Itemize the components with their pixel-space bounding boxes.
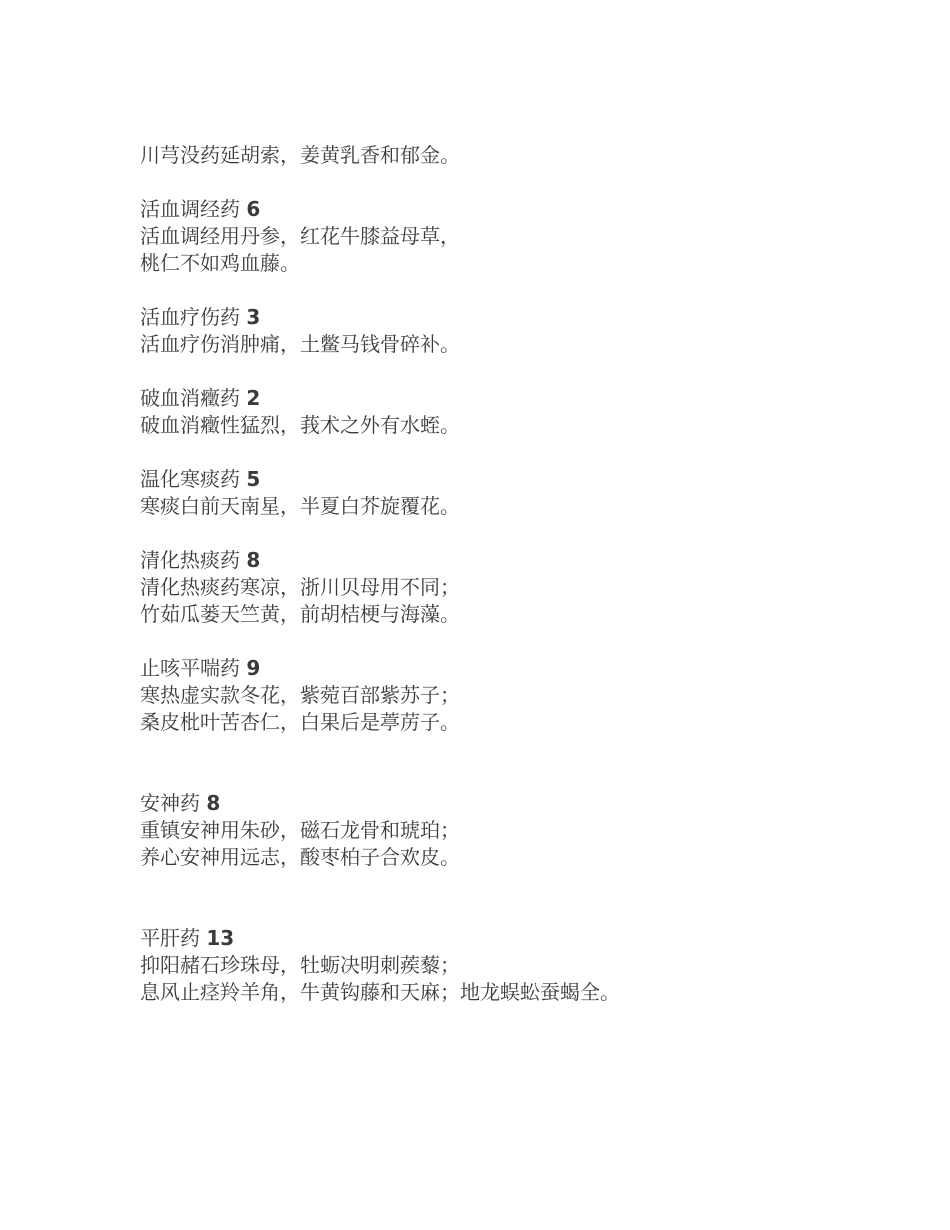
verse-line: 川芎没药延胡索，姜黄乳香和郁金。 [140, 143, 460, 167]
document-page [140, 142, 920, 1006]
section-huoxue-tiaojing [140, 196, 920, 277]
section-zhike-pingchuan [140, 655, 920, 736]
section-title: 活血调经药 [140, 197, 240, 221]
verse-line: 桑皮枇叶苦杏仁，白果后是葶苈子。 [140, 710, 460, 734]
section-anshen [140, 790, 920, 871]
section-qinghua-retan [140, 547, 920, 628]
section-heading [140, 466, 920, 493]
verse-line: 桃仁不如鸡血藤。 [140, 251, 300, 275]
section-count: 3 [246, 305, 261, 329]
section-title: 止咳平喘药 [140, 656, 240, 680]
verse-line: 活血疗伤消肿痛，土鳖马钱骨碎补。 [140, 332, 460, 356]
section-heading [140, 196, 920, 223]
section-heading [140, 790, 920, 817]
verse-line: 寒痰白前天南星，半夏白芥旋覆花。 [140, 494, 460, 518]
section-title: 清化热痰药 [140, 548, 240, 572]
section-poxue-xiaozheng [140, 385, 920, 439]
section-heading [140, 385, 920, 412]
section-pinggan [140, 925, 920, 1006]
verse-line: 活血调经用丹参，红花牛膝益母草， [140, 224, 460, 248]
intro-section [140, 142, 920, 169]
verse-line: 清化热痰药寒凉，浙川贝母用不同； [140, 575, 460, 599]
verse-line: 养心安神用远志，酸枣柏子合欢皮。 [140, 845, 460, 869]
verse-line: 寒热虚实款冬花，紫菀百部紫苏子； [140, 683, 460, 707]
section-count: 9 [246, 656, 261, 680]
section-huoxue-liaoshang [140, 304, 920, 358]
verse-line: 破血消癥性猛烈，莪术之外有水蛭。 [140, 413, 460, 437]
section-wenhua-hantan [140, 466, 920, 520]
section-count: 8 [246, 548, 261, 572]
section-title: 破血消癥药 [140, 386, 240, 410]
verse-line: 息风止痉羚羊角，牛黄钩藤和天麻；地龙蜈蚣蚕蝎全。 [140, 980, 620, 1004]
verse-line: 竹茹瓜蒌天竺黄，前胡桔梗与海藻。 [140, 602, 460, 626]
verse-line: 重镇安神用朱砂，磁石龙骨和琥珀； [140, 818, 460, 842]
section-heading [140, 304, 920, 331]
section-count: 6 [246, 197, 261, 221]
section-count: 2 [246, 386, 261, 410]
section-heading [140, 925, 920, 952]
section-title: 温化寒痰药 [140, 467, 240, 491]
section-count: 5 [246, 467, 261, 491]
verse-line: 抑阳赭石珍珠母，牡蛎决明刺蒺藜； [140, 953, 460, 977]
section-title: 安神药 [140, 791, 200, 815]
section-heading [140, 655, 920, 682]
section-title: 平肝药 [140, 926, 200, 950]
section-count: 13 [206, 926, 235, 950]
section-title: 活血疗伤药 [140, 305, 240, 329]
section-heading [140, 547, 920, 574]
section-count: 8 [206, 791, 221, 815]
